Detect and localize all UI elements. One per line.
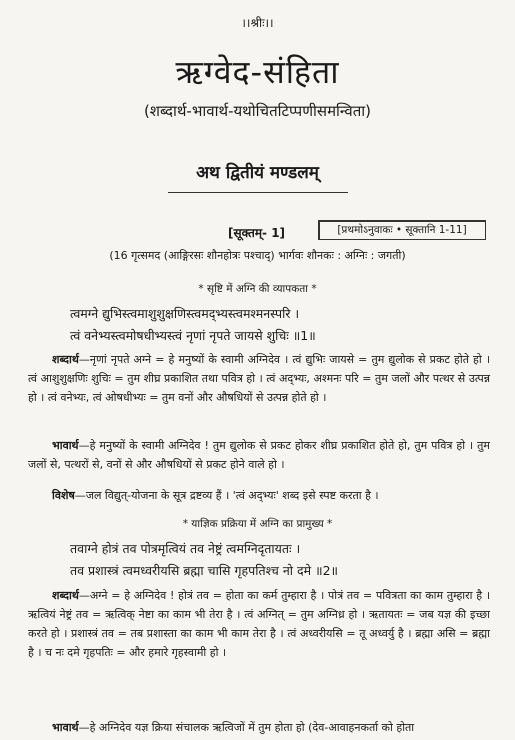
mantra-1-line-1: त्वमग्ने द्युभिस्त्वमाशुशुक्षणिस्त्वमद्भ्यस्त्वमश्मनस्परि । (70, 306, 300, 321)
bhavartha-paragraph-2 (28, 718, 490, 737)
shabdartha-label: शब्दार्थ (52, 589, 79, 602)
section2-subheading: * याज्ञिक प्रक्रिया में अग्नि का प्रामुख्य * (182, 518, 333, 530)
bhavartha-text: —हे मनुष्यों के स्वामी अग्निदेव ! तुम द्युलोक से प्रकट होकर शीघ्र प्रकाशित होते हो, तुम पवित्र हो । तुम जलों से, पत्थरों से, वनों से और औषधियों से प्रकट होने वाले हो । (28, 439, 490, 471)
bhavartha-label: भावार्थ (52, 721, 79, 734)
vishesh-text: —जल विद्युत्-योजना के सूत्र द्रष्टव्य हैं । 'त्वं अद्भ्यः' शब्द इसे स्पष्ट करता है । (74, 489, 379, 502)
shabdartha-text: —अग्ने = हे अग्निदेव ! होत्रं तव = होता का कर्म तुम्हारा है । पोत्रं तव = पवित्रता का काम तुम्हारा है । ऋत्वियं नेष्ट्रं तव = ऋत्विक् नेष्टा का काम भी तेरा है । त्वं अग्नित् = तुम अग्निध्र हो । ऋतायतः = जब यज्ञ की इच्छा करते हो । प्रशास्त्रं तव = तब प्रशास्ता का काम भी काम तेरा है । त्वं अध्वरीयसि = तू अध्वर्यु है । ब्रह्मा असि = ब्रह्मा है । च नः दमे गृहपतिः = और हमारे गृहस्वामी हो । (28, 589, 490, 659)
shabdartha-paragraph-1 (28, 350, 490, 407)
mantra-1-line-2: त्वं वनेभ्यस्त्वमोषधीभ्यस्त्वं नृणां नृपते जायसे शुचिः ॥1॥ (70, 328, 316, 343)
vishesh-label: विशेष (52, 489, 75, 502)
shri-invocation: ।।श्रीः।। (241, 16, 274, 30)
vishesh-paragraph (28, 486, 490, 505)
book-title: ऋग्वेद-संहिता (175, 53, 340, 91)
bhavartha-paragraph-1 (28, 436, 490, 474)
mantra-2-line-1: तवाग्ने होत्रं तव पोत्रमृत्वियं तव नेष्ट्रं त्वमग्निदृतायतः । (70, 541, 301, 556)
anuvaka-box: [प्रथमोऽनुवाकः • सूक्तानि 1-11] (318, 220, 486, 240)
shabdartha-paragraph-2 (28, 586, 490, 662)
book-subtitle: (शब्दार्थ-भावार्थ-यथोचितटिप्पणीसमन्विता) (143, 102, 372, 120)
shabdartha-label: शब्दार्थ (52, 353, 79, 366)
sukta-label: [सूक्तम्- 1] (228, 226, 286, 240)
shabdartha-text: —नृणां नृपते अग्ने = हे मनुष्यों के स्वामी अग्निदेव । त्वं द्युभिः जायसे = तुम द्युलोक से प्रकट होते हो । त्वं आशुशुक्षणिः शुचिः = तुम शीघ्र प्रकाशित तथा पवित्र हो । त्वं अद्भ्यः, अश्मनः परि = तुम जलों और पत्थर से उत्पन्न हो । त्वं वनेभ्यः, त्वं ओषधीभ्यः = तुम वनों और औषधियों से उत्पन्न होते हो । (28, 353, 490, 404)
section1-subheading: * सृष्टि में अग्नि की व्यापकता * (198, 283, 317, 295)
bhavartha-label: भावार्थ (52, 439, 79, 452)
bhavartha-text: —हे अग्निदेव यज्ञ क्रिया संचालक ऋत्विजों में तुम होता हो (देव-आवाहनकर्ता को होता (78, 721, 415, 734)
rishi-line: (16 गृत्समद (आङ्गिरसः शौनहोत्रः पश्चाद्) भार्गवः शौनकः : अग्निः : जगती) (109, 249, 406, 262)
heading-underline (168, 192, 348, 193)
mantra-2-line-2: तव प्रशास्त्रं त्वमध्वरीयसि ब्रह्मा चासि गृहपतिश्च नो दमे ॥2॥ (70, 563, 339, 578)
mandala-heading: अथ द्वितीयं मण्डलम् (196, 163, 319, 183)
